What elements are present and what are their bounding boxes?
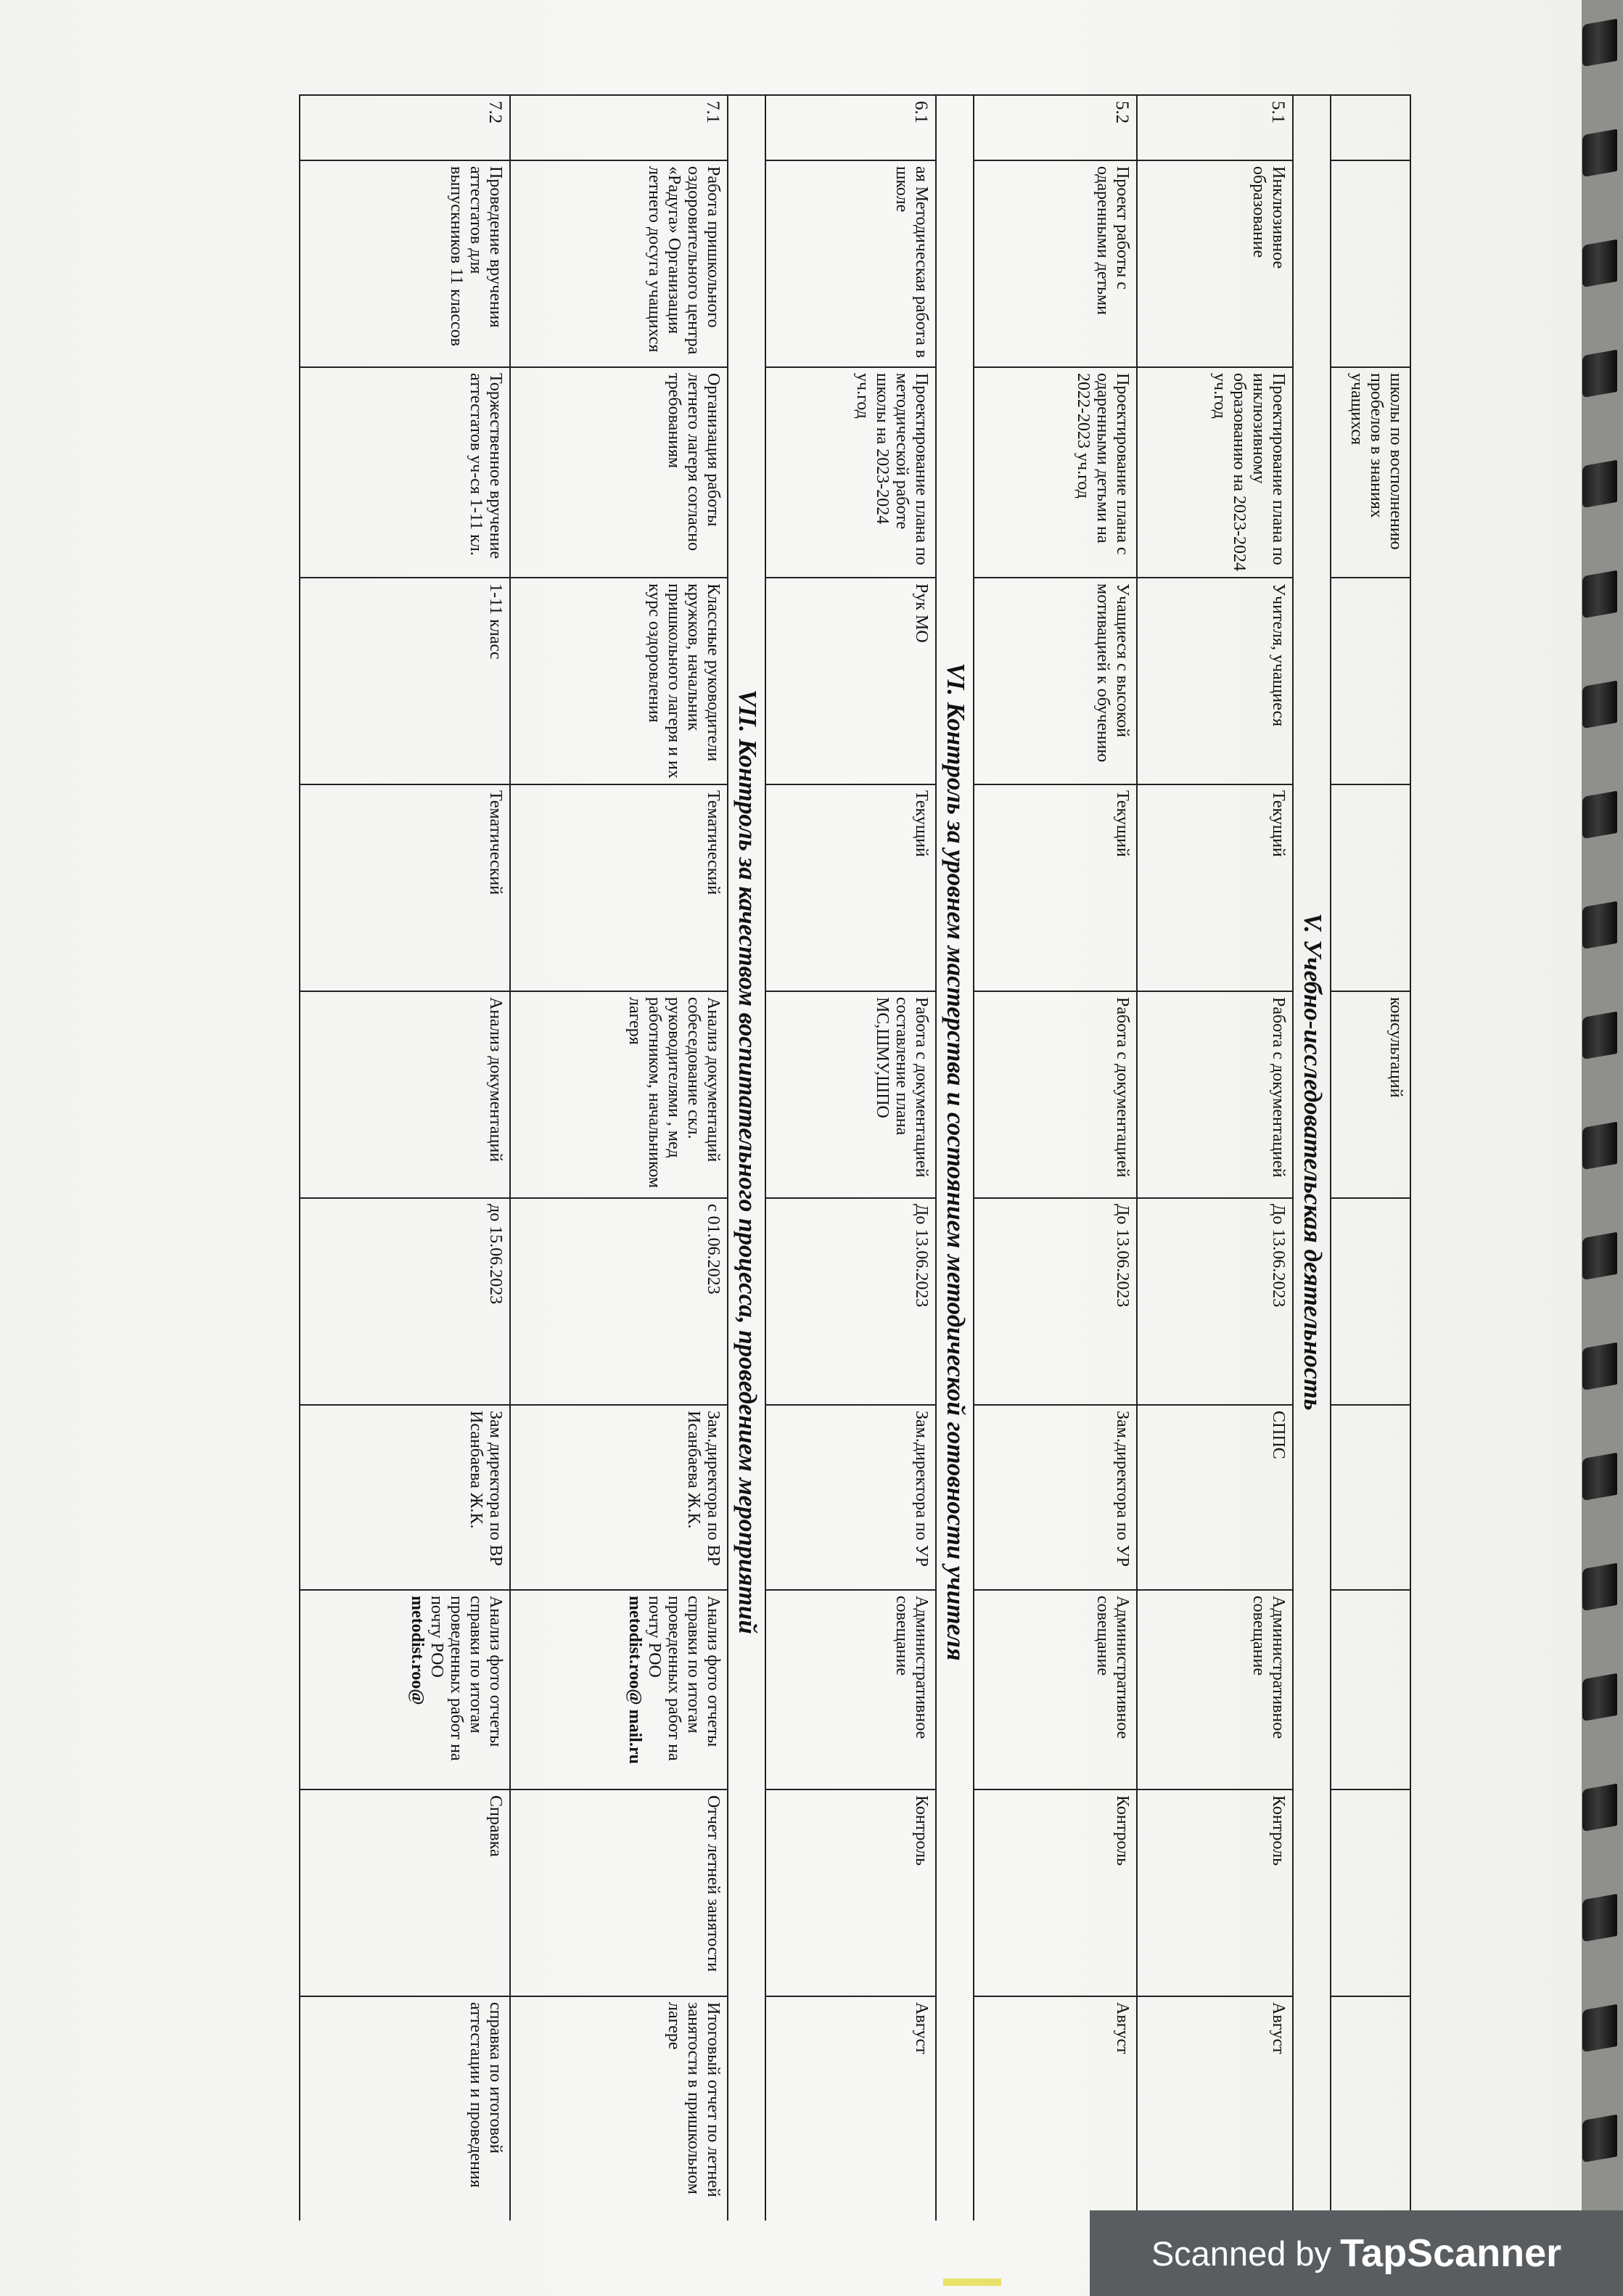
cell-date: до 15.06.2023 [300, 1198, 510, 1405]
cell-where: Административное совещание [1137, 1590, 1293, 1789]
binding-ring [1582, 129, 1617, 177]
cell-name: Работа пришкольного оздоровительного центра «Радуга» Организация летнего досуга учащихся [510, 160, 728, 367]
cell-name: Проведение вручения аттестатов для выпускников 11 классов [300, 160, 510, 367]
cell-where [1331, 1590, 1410, 1789]
cell-object: Рук МО [765, 578, 936, 784]
cell-object [1331, 578, 1410, 784]
binding-ring [1582, 1012, 1617, 1059]
cell-method: Работа с документацией [1137, 991, 1293, 1198]
binding-ring [1582, 1122, 1617, 1170]
cell-num: 5.1 [1137, 95, 1293, 160]
section-title: VII. Контроль за качеством воспитательного процесса, проведением мероприятий [728, 95, 765, 2221]
cell-num: 7.2 [300, 95, 510, 160]
control-plan-table [299, 94, 1411, 2221]
cell-method: Работа с документацией составление плана МС,ШМУ,ШПО [765, 991, 936, 1198]
cell-method: Анализ документаций [300, 991, 510, 1198]
cell-type: Тематический [300, 784, 510, 991]
cell-type: Текущий [1137, 784, 1293, 991]
cell-content: Организация работы летнего лагеря согласно требованиям [510, 367, 728, 578]
section-heading-row [728, 95, 765, 2221]
cell-date: с 01.06.2023 [510, 1198, 728, 1405]
cell-num [1331, 95, 1410, 160]
cell-content: Торжественное вручение аттестатов уч-ся 1-11 кл. [300, 367, 510, 578]
cell-date: До 13.06.2023 [974, 1198, 1137, 1405]
binding-ring [1582, 2115, 1617, 2162]
binding-ring [1582, 1453, 1617, 1501]
cell-date: До 13.06.2023 [1137, 1198, 1293, 1405]
rotated-document [112, 94, 1411, 2221]
cell-type: Текущий [974, 784, 1137, 991]
binding-ring [1582, 19, 1617, 67]
table-row [765, 95, 936, 2221]
binding-ring [1582, 239, 1617, 287]
cell-resp: Зам.директора по УР [974, 1405, 1137, 1590]
cell-content: Проектирование плана по методической работе школы на 2023-2024 уч.год [765, 367, 936, 578]
cell-name: Проект работы с одаренными детьми [974, 160, 1137, 367]
cell-num: 7.1 [510, 95, 728, 160]
cell-name: ая Методическая работа в школе [765, 160, 936, 367]
cell-where: Административное совещание [765, 1590, 936, 1789]
cell-return: справка по итоговой аттестации и проведения [300, 1996, 510, 2221]
cell-return [1331, 1996, 1410, 2221]
binding-ring [1582, 791, 1617, 839]
binding-ring [1582, 681, 1617, 729]
cell-method: Работа с документацией [974, 991, 1137, 1198]
cell-where: Анализ фото отчеты справки по итогам проведенных работ на почту РОО metodist.roo@ mail.ru [510, 1590, 728, 1789]
cell-result: Контроль [765, 1789, 936, 1996]
cell-result: Отчет летней занятости [510, 1789, 728, 1996]
cell-resp: СППС [1137, 1405, 1293, 1590]
cell-return: Август [974, 1996, 1137, 2221]
cell-method: консультаций [1331, 991, 1410, 1198]
cell-result: Справка [300, 1789, 510, 1996]
cell-method: Анализ документаций собеседование скл. руководителями , мед работником, начальником лагеря [510, 991, 728, 1198]
watermark-brand: TapScanner [1340, 2231, 1562, 2275]
cell-resp: Зам директора по ВР Исанбаева Ж.К. [300, 1405, 510, 1590]
cell-object: 1-11 класс [300, 578, 510, 784]
binding-ring [1582, 1784, 1617, 1832]
binding-ring [1582, 2004, 1617, 2052]
cell-result: Контроль [1137, 1789, 1293, 1996]
cell-content: Проектирование плана по инклюзивному образованию на 2023-2024 уч.год [1137, 367, 1293, 578]
cell-content: школы по восполнению пробелов в знаниях учащихся [1331, 367, 1410, 578]
cell-num: 5.2 [974, 95, 1137, 160]
watermark-prefix: Scanned by [1151, 2234, 1332, 2273]
binding-ring [1582, 1673, 1617, 1721]
email-address: metodist.roo@ [408, 1596, 427, 1705]
section-title: VI. Контроль за уровнем мастерства и состоянием методической готовности учителя [936, 95, 974, 2221]
cell-object: Учителя, учащиеся [1137, 578, 1293, 784]
binding-ring [1582, 460, 1617, 508]
cell-name: Инклюзивное образование [1137, 160, 1293, 367]
table-row [1331, 95, 1410, 2221]
binding-ring [1582, 901, 1617, 949]
cell-resp: Зам.директора по ВР Исанбаева Ж.К. [510, 1405, 728, 1590]
cell-num: 6.1 [765, 95, 936, 160]
section-heading-row [936, 95, 974, 2221]
binding-ring [1582, 350, 1617, 398]
email-address: metodist.roo@ mail.ru [625, 1596, 644, 1764]
cell-type [1331, 784, 1410, 991]
cell-object: Классные руководители кружков, начальник пришкольного лагеря и их курс оздоровления [510, 578, 728, 784]
table-row [300, 95, 510, 2221]
cell-date [1331, 1198, 1410, 1405]
spiral-binding [1572, 0, 1623, 2296]
cell-resp [1331, 1405, 1410, 1590]
scanner-watermark [1090, 2210, 1623, 2296]
cell-object: Учащиеся с высокой мотивацией к обучению [974, 578, 1137, 784]
binding-ring [1582, 1894, 1617, 1942]
binding-ring [1582, 570, 1617, 618]
cell-return: Итоговый отчет по летней занятости в пришкольном лагере [510, 1996, 728, 2221]
cell-result: Контроль [974, 1789, 1137, 1996]
cell-type: Тематический [510, 784, 728, 991]
cell-result [1331, 1789, 1410, 1996]
section-title: V. Учебно-исследовательская деятельность [1293, 95, 1331, 2221]
binding-ring [1582, 1232, 1617, 1280]
cell-return: Август [1137, 1996, 1293, 2221]
cell-return: Август [765, 1996, 936, 2221]
table-row [510, 95, 728, 2221]
binding-ring [1582, 1342, 1617, 1390]
cell-name [1331, 160, 1410, 367]
cell-content: Проектирование плана с одаренными детьми на 2022-2023 уч.год [974, 367, 1137, 578]
cell-where: Анализ фото отчеты справки по итогам проведенных работ на почту РОО metodist.roo@ [300, 1590, 510, 1789]
section-heading-row [1293, 95, 1331, 2221]
cell-type: Текущий [765, 784, 936, 991]
yellow-mark [943, 2279, 1001, 2286]
cell-resp: Зам.директора по УР [765, 1405, 936, 1590]
binding-ring [1582, 1563, 1617, 1611]
document-area [112, 94, 1411, 2221]
table-row [974, 95, 1137, 2221]
cell-date: До 13.06.2023 [765, 1198, 936, 1405]
cell-where: Административное совещание [974, 1590, 1137, 1789]
table-row [1137, 95, 1293, 2221]
